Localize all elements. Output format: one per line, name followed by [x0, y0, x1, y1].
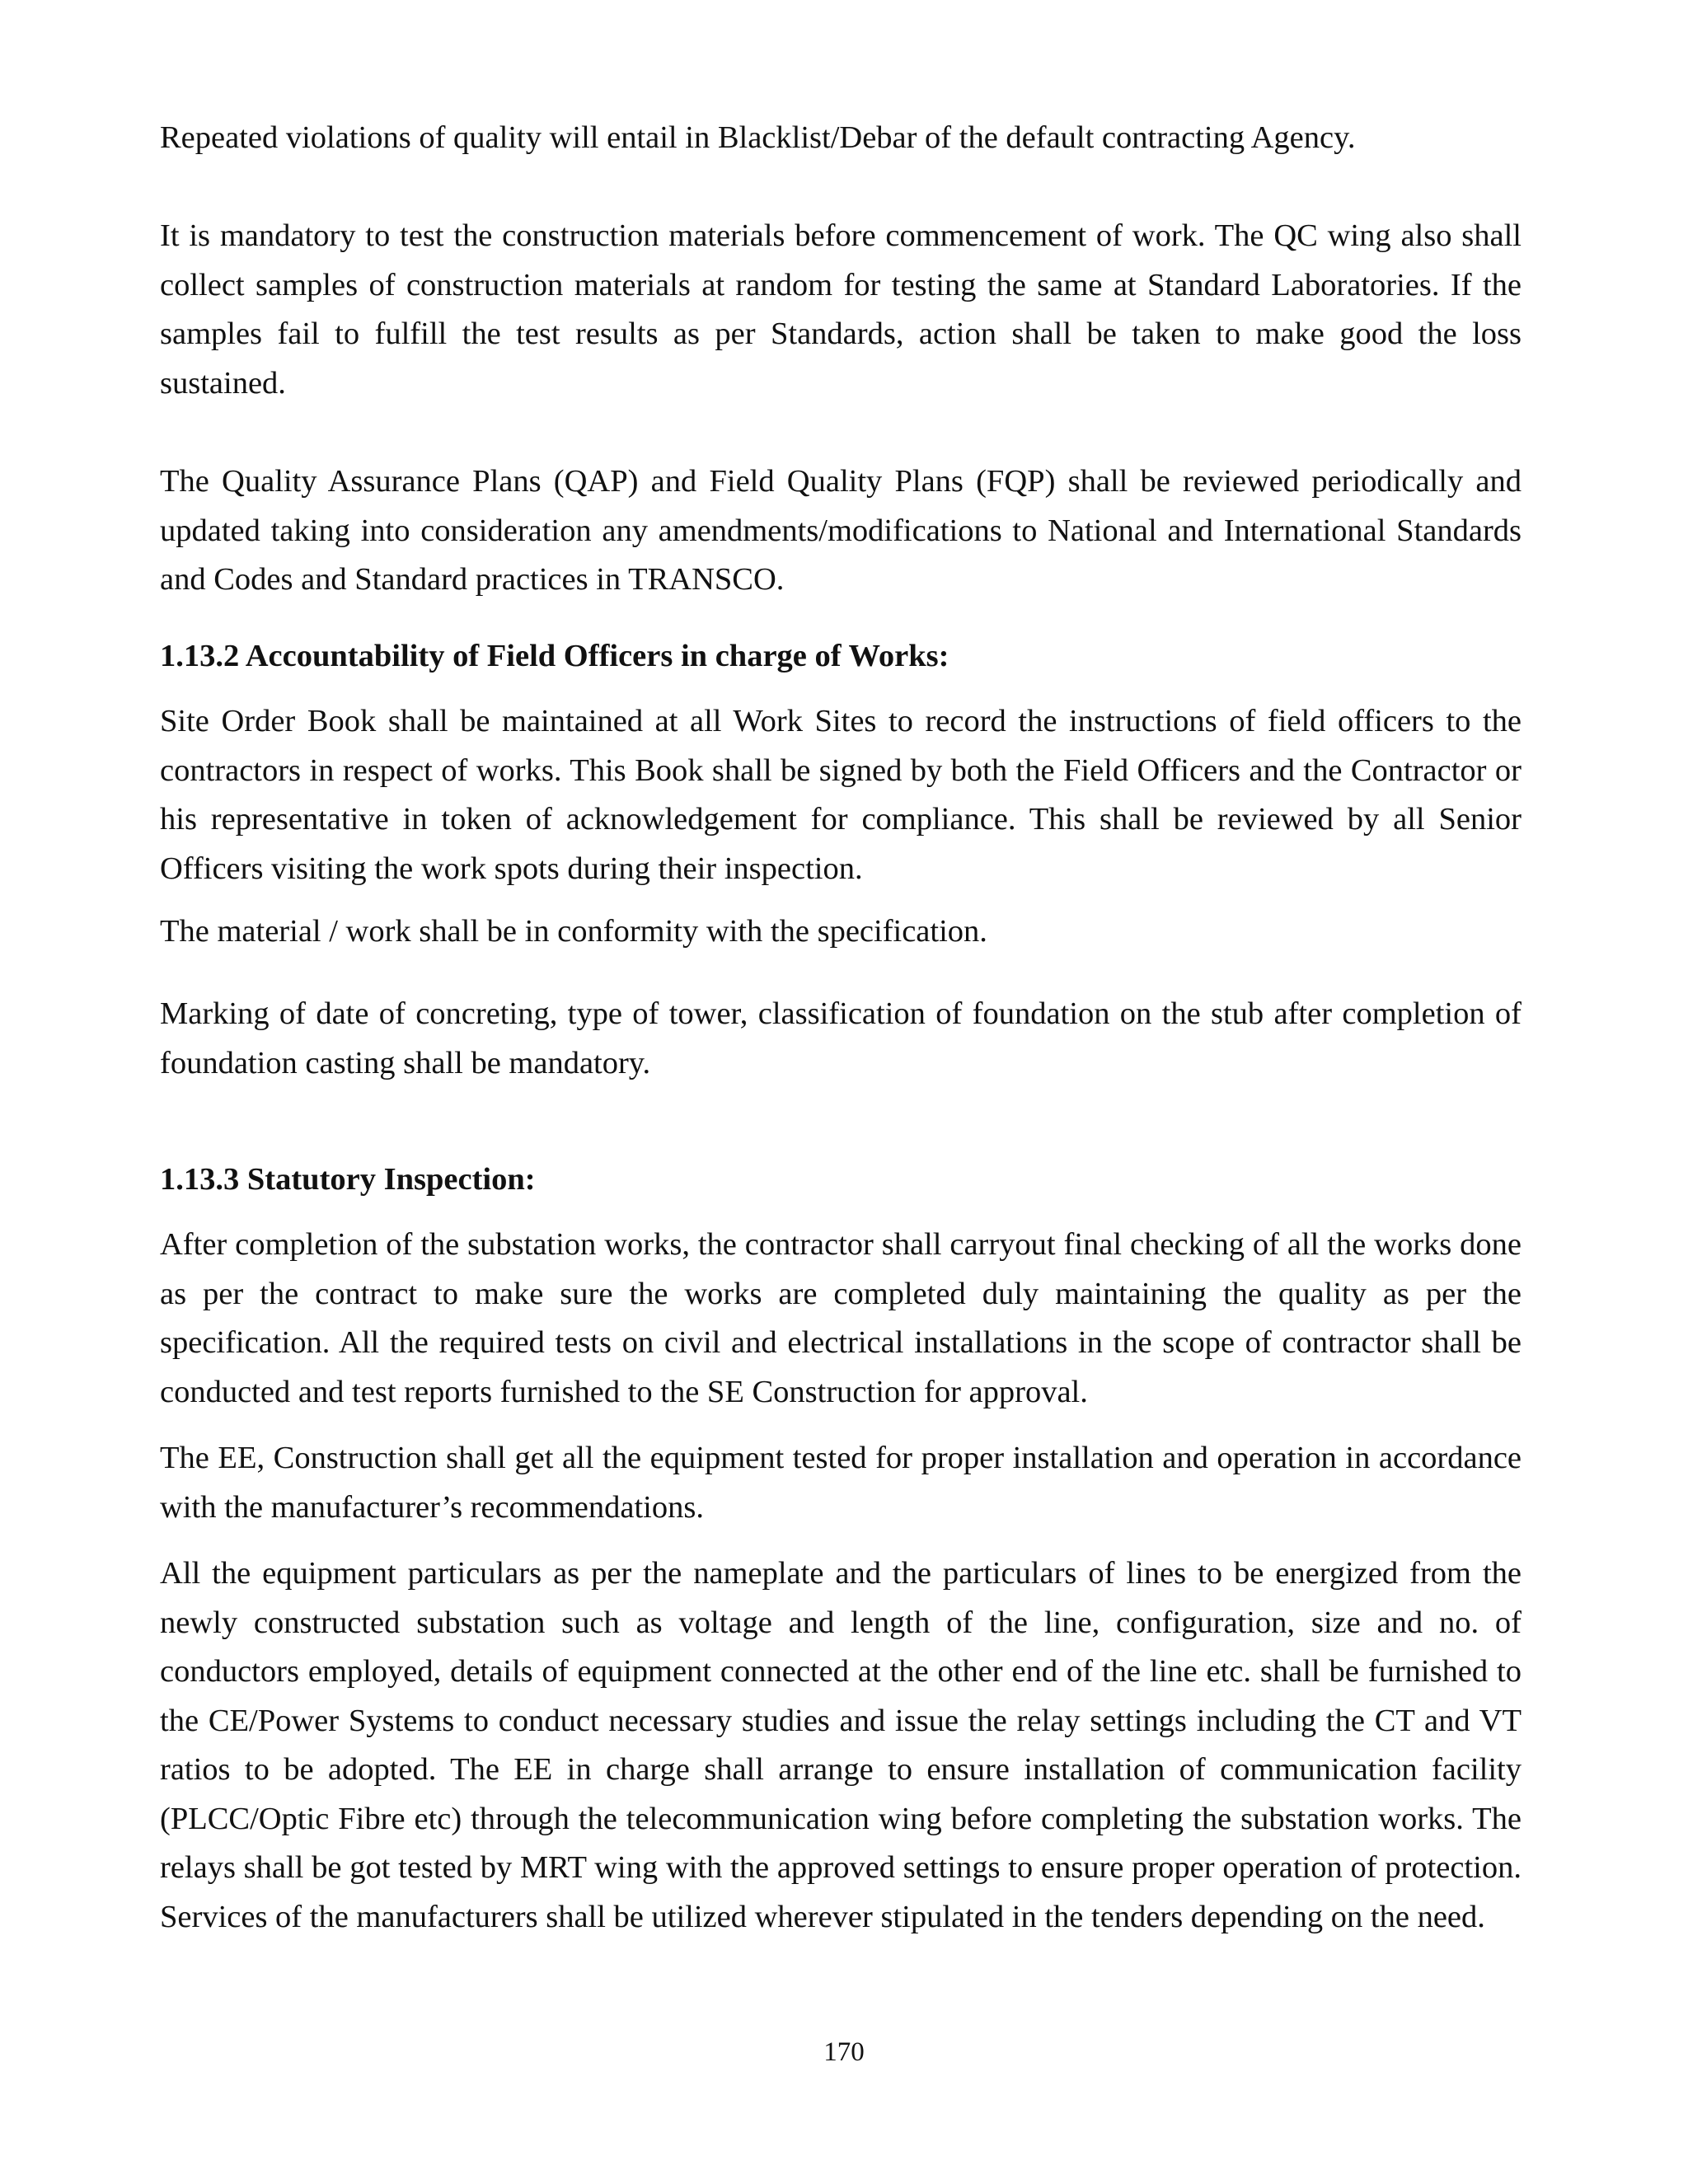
paragraph-material-testing: It is mandatory to test the construction materials before commencement of work. The QC wing also shall collect samples of construction materials at random for testing the same at Standard Laboratories. If the samples fail to fulfill the test results as per Standards, action shall be taken to make good the loss sustained. [160, 218, 1522, 401]
paragraph-material-conformity: The material / work shall be in conformity with the specification. [160, 914, 987, 949]
section-heading-accountability: 1.13.2 Accountability of Field Officers in charge of Works: [160, 639, 950, 673]
paragraph-final-checking: After completion of the substation works, the contractor shall carryout final checking of all the works done as per the contract to make sure the works are completed duly maintaining the quality as per the specification. All the required tests on civil and electrical installations in the scope of contractor shall be conducted and test reports furnished to the SE Construction for approval. [160, 1227, 1522, 1409]
page-number: 170 [823, 2037, 865, 2067]
paragraph-equipment-testing: The EE, Construction shall get all the equipment tested for proper installation and operation in accordance with the manufacturer’s recommendations. [160, 1441, 1522, 1525]
paragraph-equipment-particulars: All the equipment particulars as per the nameplate and the particulars of lines to be energized from the newly constructed substation such as voltage and length of the line, configuration, size and no. of conductors employed, details of equipment connected at the other end of the line etc. shall be furnished to the CE/Power Systems to conduct necessary studies and issue the relay settings including the CT and VT ratios to be adopted. The EE in charge shall arrange to ensure installation of communication facility (PLCC/Optic Fibre etc) through the telecommunication wing before completing the substation works. The relays shall be got tested by MRT wing with the approved settings to ensure proper operation of protection. Services of the manufacturers shall be utilized wherever stipulated in the tenders depending on the need. [160, 1556, 1522, 1934]
paragraph-site-order-book: Site Order Book shall be maintained at all Work Sites to record the instructions of field officers to the contractors in respect of works. This Book shall be signed by both the Field Officers and the Contractor or his representative in token of acknowledgement for compliance. This shall be reviewed by all Senior Officers visiting the work spots during their inspection. [160, 704, 1522, 886]
paragraph-stub-marking: Marking of date of concreting, type of tower, classification of foundation on the stub after completion of foundation casting shall be mandatory. [160, 996, 1522, 1080]
paragraph-qap-fqp: The Quality Assurance Plans (QAP) and Field Quality Plans (FQP) shall be reviewed periodically and updated taking into consideration any amendments/modifications to National and International Standards and Codes and Standard practices in TRANSCO. [160, 464, 1522, 597]
paragraph-blacklist: Repeated violations of quality will entail in Blacklist/Debar of the default contracting Agency. [160, 120, 1356, 155]
section-heading-statutory-inspection: 1.13.3 Statutory Inspection: [160, 1162, 536, 1197]
